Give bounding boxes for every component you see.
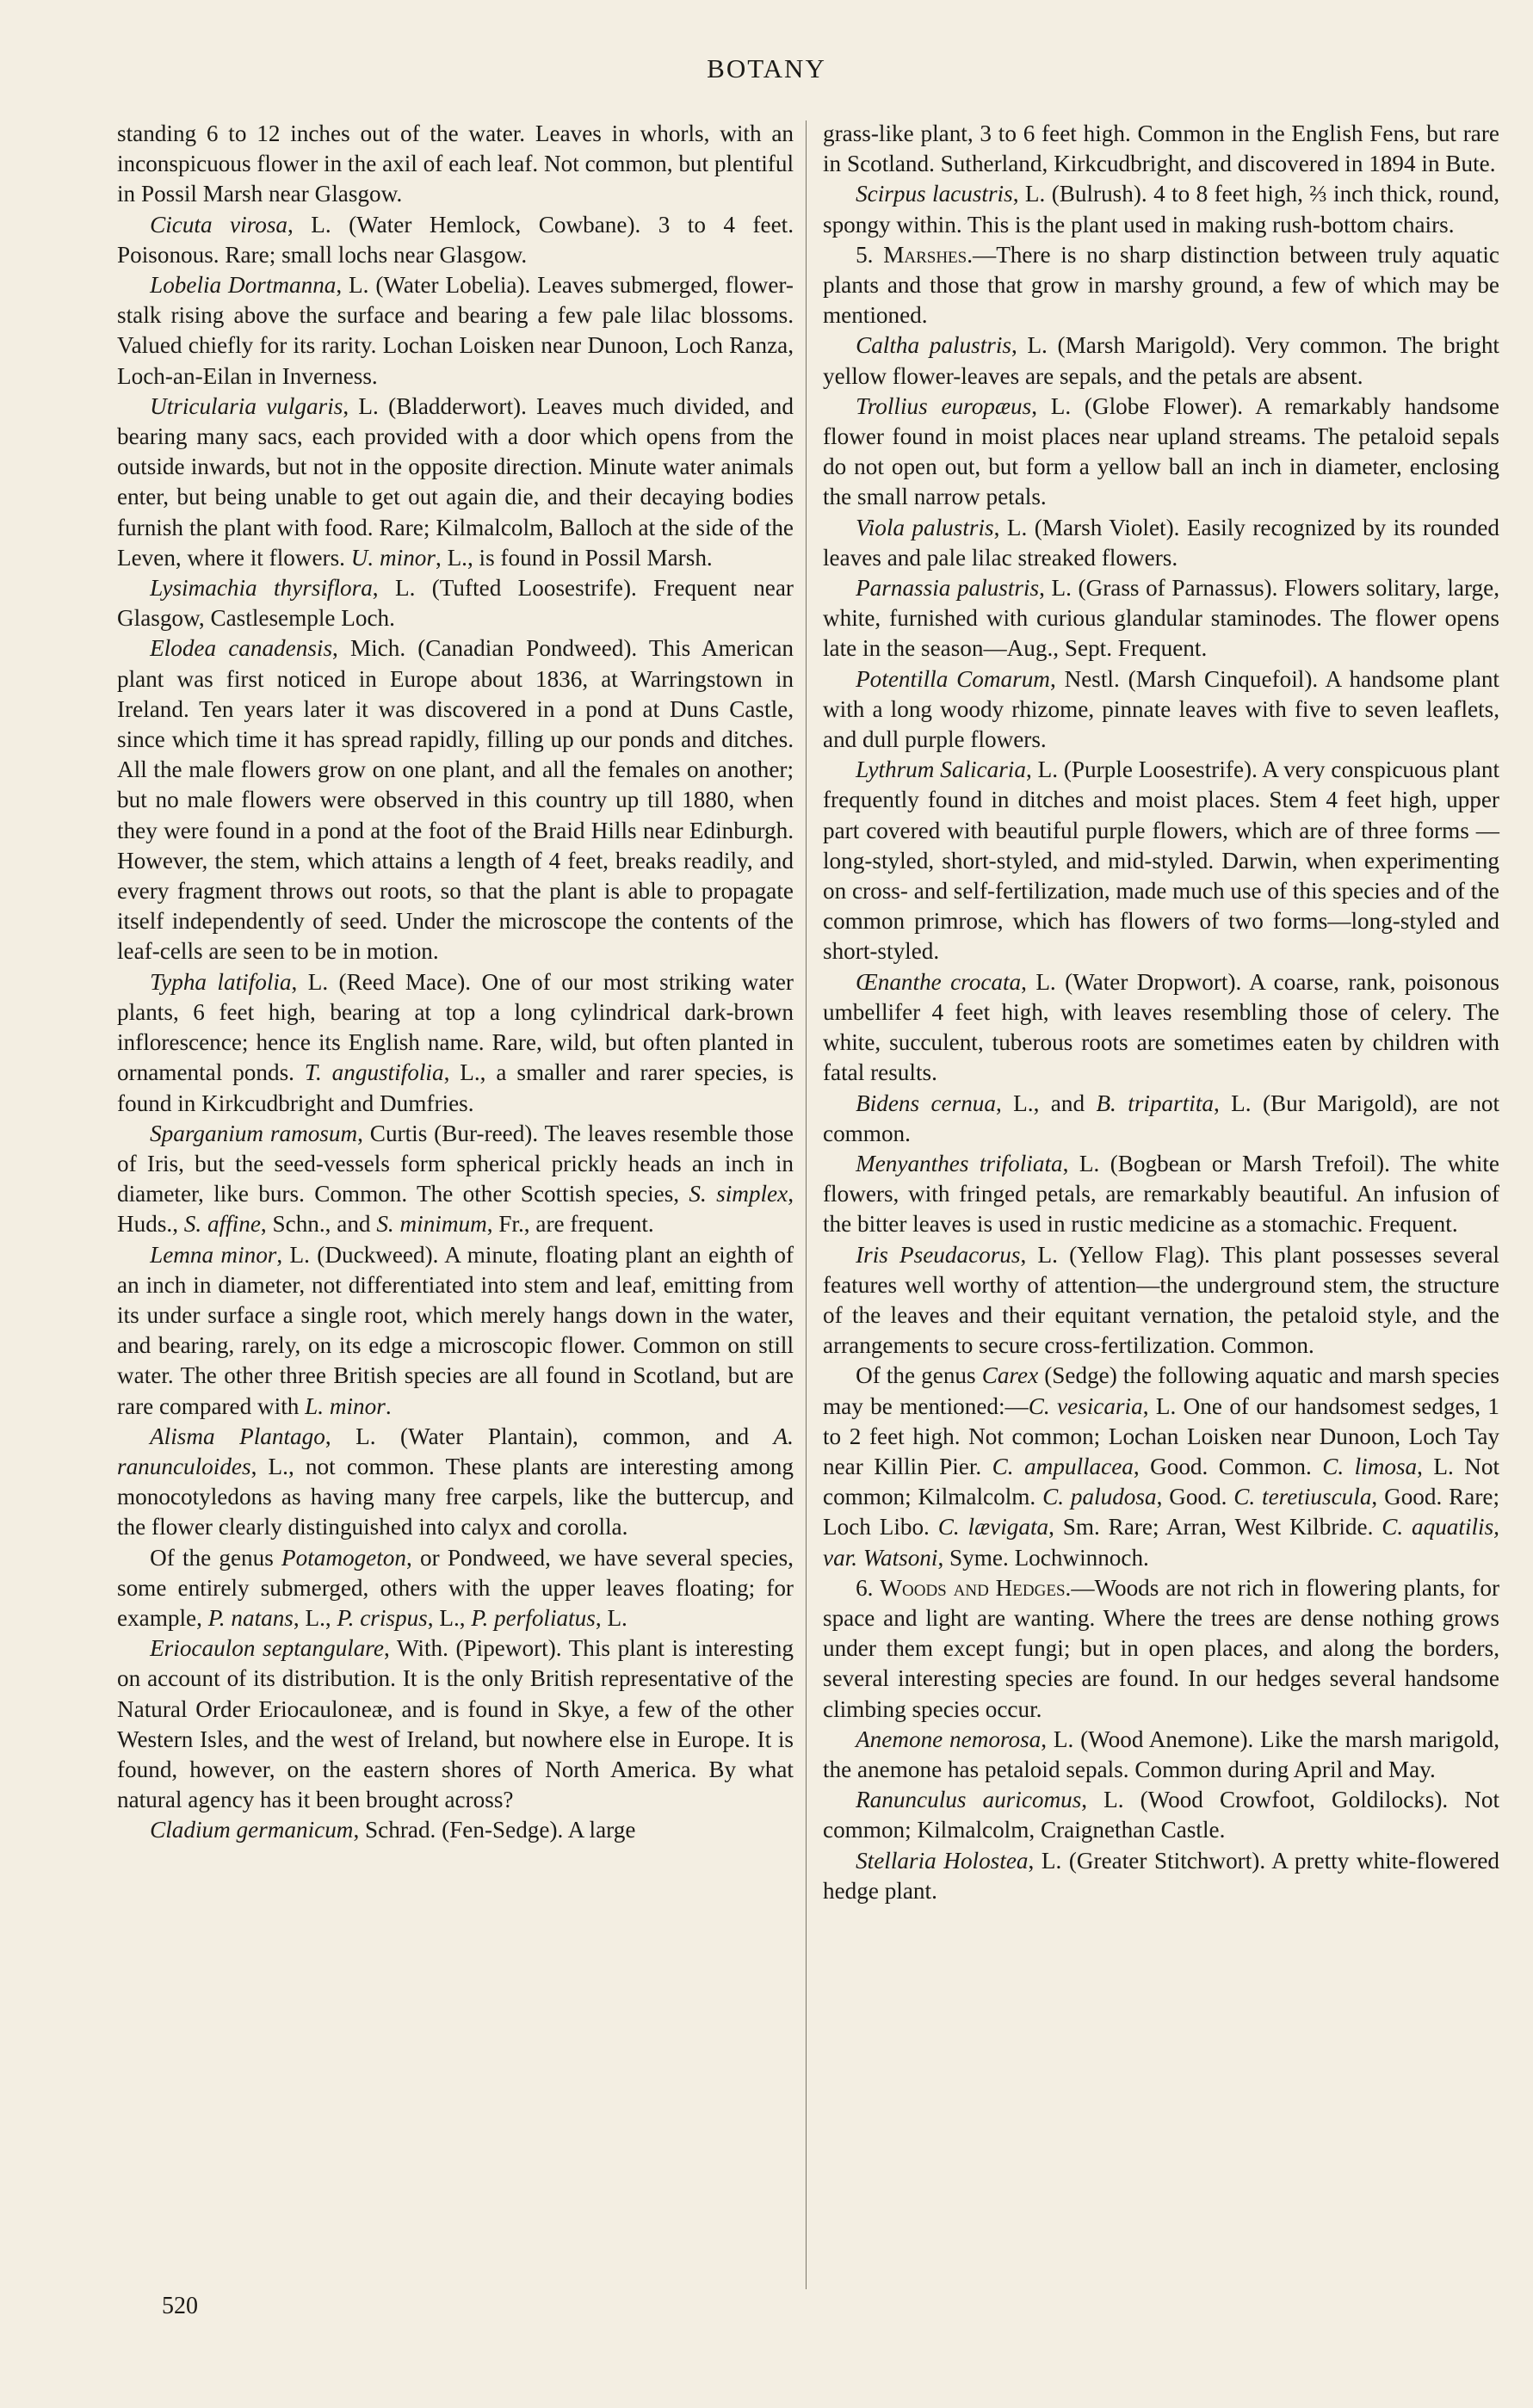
species-name: L. minor: [305, 1392, 386, 1419]
text-run: , L. (Water Lobelia). Leaves submerged, flower-stalk rising above the surface and bearing a few pale lilac blossoms. Valued chiefly for its rarity. Lochan Loisken near Dunoon, Loch Ranza, Loch-an-Eilan in Inverness.: [117, 272, 794, 389]
paragraph: [823, 664, 1499, 756]
text-run: , L.,: [293, 1604, 337, 1631]
paragraph: [117, 1422, 794, 1543]
text-run: , L. (Water Plantain), common, and: [325, 1423, 774, 1449]
text-run: , L., not common. These plants are interesting among monocotyledons as having many free carpels, like the buttercup, and the flower clearly distinguished into calyx and corolla.: [117, 1453, 794, 1541]
species-name: Potamogeton: [281, 1544, 406, 1571]
species-name: Menyanthes trifoliata: [856, 1150, 1063, 1176]
text-run: , L. (Water Dropwort). A coarse, rank, poisonous umbellifer 4 feet high, with leaves resembling those of celery. The white, succulent, tuberous roots are sometimes eaten by children with fatal results.: [823, 968, 1500, 1086]
species-name: Stellaria Holostea: [856, 1847, 1029, 1874]
text-run: Of the genus: [150, 1544, 281, 1571]
text-run: , L. One of our handsomest sedges, 1 to 2 feet high. Not common; Lochan Loisken near Dunoon, Loch Tay near Killin Pier.: [823, 1392, 1499, 1479]
species-name: Elodea canadensis: [150, 635, 333, 662]
paragraph: [117, 392, 794, 573]
species-name: Œnanthe crocata: [856, 968, 1022, 995]
species-name: Cicuta virosa: [150, 211, 287, 238]
species-name: Viola palustris: [856, 514, 994, 540]
text-run: , or Pondweed, we have several species, some entirely submerged, others with the upper leaves floating; for example,: [117, 1544, 794, 1631]
text-run: , Syme. Lochwinnoch.: [937, 1544, 1149, 1571]
species-name: Typha latifolia: [150, 968, 292, 995]
text-run: , Good. Common.: [1133, 1453, 1323, 1479]
text-run: , Good.: [1156, 1484, 1234, 1510]
text-run: , Mich. (Canadian Pondweed). This American plant was first noticed in Europe about 1836, at Warringstown in Ireland. Ten years later it was discovered in a pond at Duns Castle, since which time it has spread rapidly, filling up our ponds and ditches. All the male flowers grow on one plant, and all the females on another; but no male flowers were observed in this country up till 1880, when they were found in a pond at the foot of the Braid Hills near Edinburgh. However, the stem, which attains a length of 4 feet, breaks readily, and every fragment throws out roots, so that the plant is able to propagate itself independently of seed. Under the microscope the contents of the leaf-cells are seen to be in motion.: [117, 635, 794, 965]
text-run: .: [385, 1392, 392, 1419]
text-run: .—There is no sharp distinction between truly aquatic plants and those that grow in marshy ground, a few of which may be mentioned.: [823, 241, 1500, 329]
text-run: Of the genus: [856, 1362, 982, 1389]
species-name: P. crispus: [337, 1604, 428, 1631]
text-run: , Curtis (Bur-reed). The leaves resemble those of Iris, but the seed-vessels form spherical prickly heads an inch in diameter, like burs. Common. The other Scottish species,: [117, 1120, 794, 1207]
paragraph: [823, 1846, 1499, 1906]
text-run: , Nestl. (Marsh Cinquefoil). A handsome plant with a long woody rhizome, pinnate leaves with five to seven leaflets, and dull purple flowers.: [823, 665, 1499, 753]
species-name: C. limosa: [1322, 1453, 1418, 1479]
left-column: [117, 119, 794, 1846]
text-run: , Good. Rare; Loch Libo.: [823, 1484, 1500, 1541]
text-run: , Sm. Rare; Arran, West Kilbride.: [1048, 1514, 1382, 1541]
species-name: Potentilla Comarum: [856, 665, 1050, 692]
paragraph: [823, 1149, 1499, 1240]
paragraph: [117, 967, 794, 1119]
text-run: , L. (Bogbean or Marsh Trefoil). The white flowers, with fringed petals, are remarkably beautiful. An infusion of the bitter leaves is used in rustic medicine as a stomachic. Frequent.: [823, 1150, 1499, 1238]
paragraph: [117, 210, 794, 270]
text-run: (Sedge) the following aquatic and marsh species may be mentioned:—: [823, 1362, 1499, 1419]
species-name: Bidens cernua: [856, 1090, 996, 1116]
text-run: , L. (Marsh Violet). Easily recognized by its rounded leaves and pale lilac streaked flowers.: [823, 514, 1499, 571]
species-name: C. ampullacea: [992, 1453, 1134, 1479]
text-run: 6.: [856, 1574, 881, 1601]
text-run: , L. (Wood Crowfoot, Goldilocks). Not common; Kilmalcolm, Craignethan Castle.: [823, 1787, 1499, 1843]
paragraph: [823, 755, 1499, 966]
species-name: Ranunculus auricomus: [856, 1787, 1082, 1813]
paragraph: [117, 1815, 794, 1845]
species-name: Utricularia vulgaris: [150, 392, 343, 419]
species-name: P. natans: [207, 1604, 294, 1631]
paragraph: [823, 179, 1499, 239]
paragraph: [823, 330, 1499, 391]
text-run: , L. Not common; Kilmalcolm.: [823, 1453, 1499, 1510]
text-run: , Schn., and: [260, 1211, 377, 1238]
text-run: grass-like plant, 3 to 6 feet high. Common in the English Fens, but rare in Scotland. Sutherland, Kirkcudbright, and discovered in 1894 in Bute.: [823, 120, 1499, 177]
paragraph: [117, 119, 794, 210]
text-run: , L. (Bulrush). 4 to 8 feet high, ⅔ inch thick, round, spongy within. This is the plant used in making rush-bottom chairs.: [823, 181, 1500, 238]
paragraph: [823, 392, 1499, 513]
paragraph: [117, 1633, 794, 1815]
text-run: .—Woods are not rich in flowering plants, for space and light are wanting. Where the trees are dense nothing grows under them except fungi; but in open places, and along the borders, several interesting species are found. In our hedges several handsome climbing species occur.: [823, 1574, 1499, 1722]
species-name: Sparganium ramosum: [150, 1120, 358, 1146]
paragraph: [823, 1785, 1499, 1845]
species-name: Trollius europæus: [856, 392, 1032, 419]
species-name: T. angustifolia: [304, 1059, 444, 1086]
species-name: P. perfoliatus: [471, 1604, 596, 1631]
text-run: , L. (Globe Flower). A remarkably handsome flower found in moist places near upland streams. The petaloid sepals do not open out, but form a yellow ball an inch in diameter, enclosing the small narrow petals.: [823, 392, 1499, 510]
text-run: , L.,: [427, 1604, 472, 1631]
text-run: , L., is found in Possil Marsh.: [435, 544, 713, 571]
page-number: 520: [162, 2293, 198, 2319]
species-name: Lythrum Salicaria: [856, 756, 1026, 783]
paragraph: [117, 633, 794, 966]
species-name: Carex: [981, 1362, 1039, 1389]
species-name: Parnassia palustris: [856, 575, 1040, 602]
text-run: , L. (Tufted Loosestrife). Frequent near Glasgow, Castlesemple Loch.: [117, 575, 794, 632]
species-name: C. lævigata: [937, 1514, 1049, 1541]
text-run: standing 6 to 12 inches out of the water. Leaves in whorls, with an inconspicuous flower in the axil of each leaf. Not common, but plentiful in Possil Marsh near Glasgow.: [117, 120, 794, 207]
section-heading: Marshes: [883, 241, 967, 268]
paragraph: [823, 1240, 1499, 1361]
species-name: Eriocaulon septangulare: [150, 1635, 384, 1662]
right-column: [823, 119, 1499, 1906]
species-name: Scirpus lacustris: [856, 181, 1013, 207]
text-run: , L. (Water Hemlock, Cowbane). 3 to 4 feet. Poisonous. Rare; small lochs near Glasgow.: [117, 211, 794, 268]
text-run: , L. (Wood Anemone). Like the marsh marigold, the anemone has petaloid sepals. Common during April and May.: [823, 1726, 1499, 1782]
text-run: , L., a smaller and rarer species, is found in Kirkcudbright and Dumfries.: [117, 1059, 794, 1116]
paragraph: [823, 573, 1499, 664]
species-name: Anemone nemorosa: [856, 1726, 1042, 1752]
species-name: Caltha palustris: [856, 332, 1011, 359]
species-name: Alisma Plantago: [150, 1423, 325, 1449]
species-name: S. affine: [183, 1211, 261, 1238]
paragraph: [117, 1240, 794, 1422]
species-name: A. ranunculoides: [117, 1423, 794, 1479]
section-heading: Woods and Hedges: [880, 1574, 1066, 1601]
text-run: , Huds.,: [117, 1181, 794, 1238]
text-run: , L.: [595, 1604, 627, 1631]
species-name: S. minimum: [376, 1211, 487, 1238]
paragraph: [823, 967, 1499, 1089]
text-run: , L. (Greater Stitchwort). A pretty white-flowered hedge plant.: [823, 1847, 1499, 1904]
paragraph: [823, 1573, 1499, 1725]
species-name: Lobelia Dortmanna: [150, 272, 337, 299]
paragraph: [117, 1543, 794, 1634]
text-run: , L. (Bur Marigold), are not common.: [823, 1090, 1499, 1146]
species-name: C. teretiuscula: [1233, 1484, 1372, 1510]
text-run: , L. (Reed Mace). One of our most striking water plants, 6 feet high, bearing at top a long cylindrical dark-brown inflorescence; hence its English name. Rare, wild, but often planted in ornamental ponds.: [117, 968, 794, 1086]
column-divider: [806, 120, 807, 2289]
paragraph: [117, 1119, 794, 1240]
paragraph: [823, 1725, 1499, 1785]
paragraph: [117, 270, 794, 392]
species-name: Lysimachia thyrsiflora: [150, 575, 373, 602]
species-name: C. vesicaria: [1028, 1392, 1143, 1419]
paragraph: [823, 240, 1499, 331]
text-run: , L. (Bladderwort). Leaves much divided, and bearing many sacs, each provided with a door which opens from the outside inwards, but not in the opposite direction. Minute water animals enter, but being unable to get out again die, and their decaying bodies furnish the plant with food. Rare; Kilmalcolm, Balloch at the side of the Leven, where it flowers.: [117, 392, 794, 571]
species-name: U. minor: [350, 544, 436, 571]
text-run: , With. (Pipewort). This plant is interesting on account of its distribution. It is the only British representative of the Natural Order Eriocauloneæ, and is found in Skye, a few of the other Western Isles, and the west of Ireland, but nowhere else in Europe. It is found, however, on the eastern shores of North America. By what natural agency has it been brought across?: [117, 1635, 794, 1813]
text-run: , Fr., are frequent.: [486, 1211, 654, 1238]
paragraph: [823, 513, 1499, 573]
text-run: , L. (Yellow Flag). This plant possesses several features well worthy of attention—the underground stem, the structure of the leaves and their equitant vernation, the petaloid style, and the arrangements to secure cross-fertilization. Common.: [823, 1241, 1499, 1359]
paragraph: [823, 1361, 1499, 1572]
text-run: , L. (Purple Loosestrife). A very conspicuous plant frequently found in ditches and moist places. Stem 4 feet high, upper part covered with beautiful purple flowers, which are of three forms —long-styled, short-styled, and mid-styled. Darwin, when experimenting on cross- and self-fertilization, made much use of this species and of the common primrose, which has flowers of two forms—long-styled and short-styled.: [823, 756, 1499, 965]
species-name: C. paludosa: [1042, 1484, 1157, 1510]
paragraph: [117, 573, 794, 633]
species-name: Iris Pseudacorus: [856, 1241, 1021, 1268]
text-run: , L., and: [995, 1090, 1097, 1116]
paragraph: [823, 119, 1499, 179]
text-run: , L. (Duckweed). A minute, floating plant an eighth of an inch in diameter, not differentiated into stem and leaf, emitting from its under surface a single root, which merely hangs down in the water, and bearing, rarely, on its edge a microscopic flower. Common on still water. The other three British species are all found in Scotland, but are rare compared with: [117, 1241, 794, 1419]
species-name: B. tripartita: [1096, 1090, 1214, 1116]
paragraph: [823, 1089, 1499, 1149]
species-name: Cladium germanicum: [150, 1817, 354, 1843]
running-head: BOTANY: [707, 53, 826, 83]
text-run: 5.: [856, 241, 884, 268]
text-run: , Schrad. (Fen-Sedge). A large: [353, 1817, 636, 1843]
species-name: S. simplex: [689, 1181, 788, 1207]
text-run: , L. (Marsh Marigold). Very common. The bright yellow flower-leaves are sepals, and the petals are absent.: [823, 332, 1499, 389]
species-name: Lemna minor: [150, 1241, 277, 1268]
text-run: , L. (Grass of Parnassus). Flowers solitary, large, white, furnished with curious glandular staminodes. The flower opens late in the season—Aug., Sept. Frequent.: [823, 575, 1499, 662]
species-name: C. aquatilis, var. Watsoni: [823, 1514, 1499, 1571]
